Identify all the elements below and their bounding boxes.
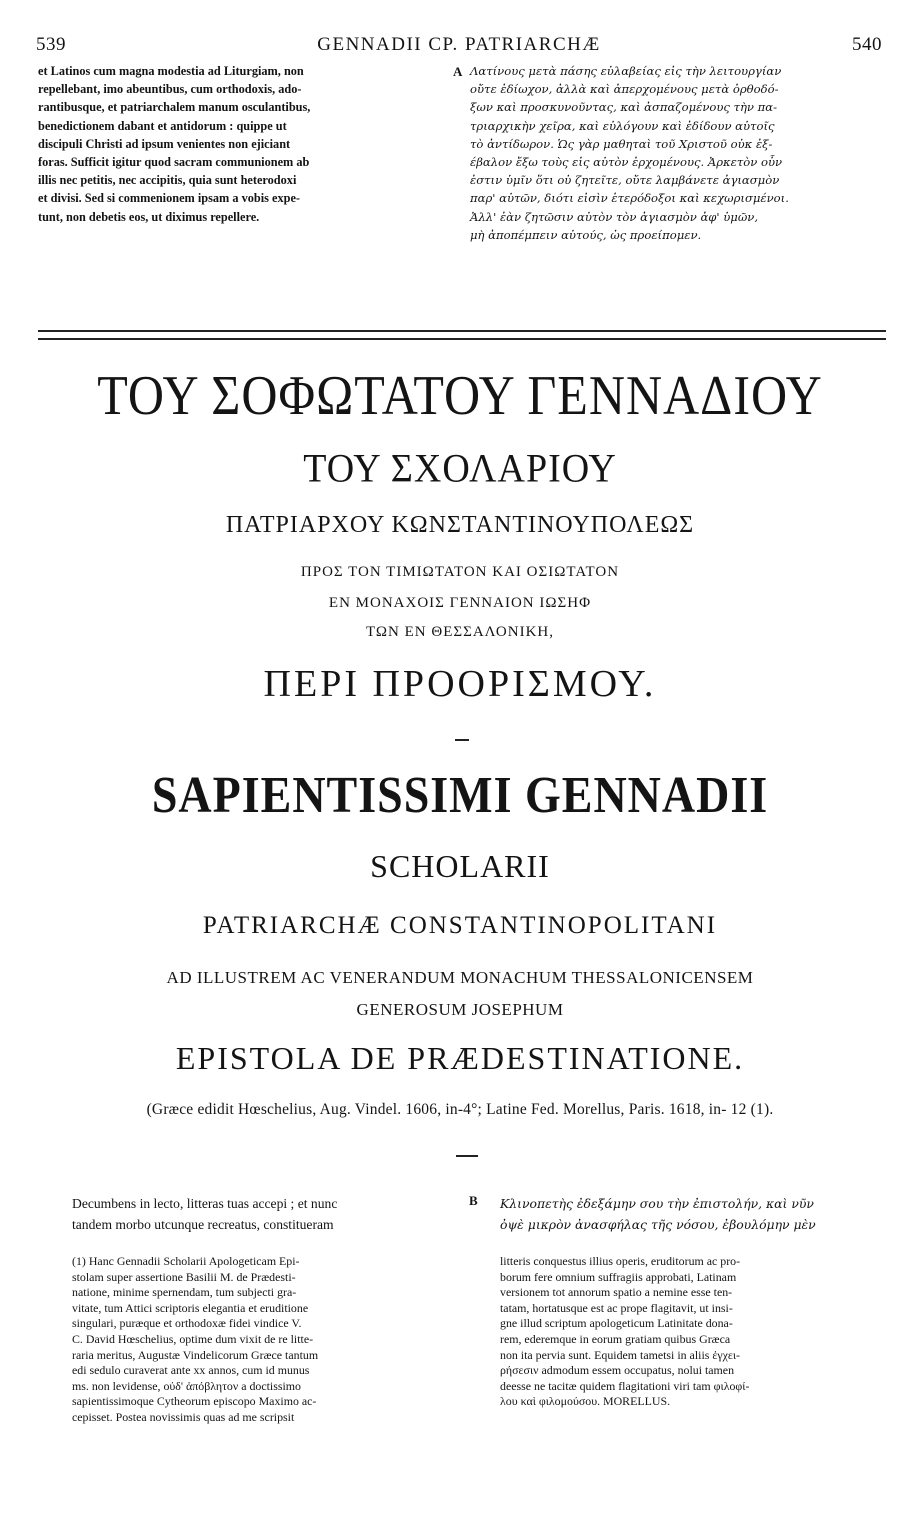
text-line: Κλινοπετὴς ἐδεξάμην σου τὴν ἐπιστολήν, καὶ νῦν [500,1196,814,1211]
text-line: ἐστιν ὑμῖν ὅτι οὐ ζητεῖτε, οὔτε λαμβάνετε ἁγιασμὸν [470,173,780,188]
latin-title-main: SAPIENTISSIMI GENNADII [151,765,769,824]
page-number-left: 539 [36,34,66,55]
greek-title-scholarios: ΤΟΥ ΣΧΟΛΑΡΙΟΥ [303,446,617,492]
text-line: benedictionem dabant et antidorum : quippe ut [38,118,287,133]
text-line: ξων καὶ προσκυνοῦντας, καὶ ἀσπαζομένους τὴν πα- [470,100,778,115]
edition-note: (Græce edidit Hœschelius, Aug. Vindel. 1606, in-4°; Latine Fed. Morellus, Paris. 1618, in- 12 (1). [146,1101,774,1118]
text-line: οὔτε ἐδίωχον, ἀλλὰ καὶ ἀπερχομένους μετὰ ὀρθοδό- [470,82,779,97]
margin-marker-b: B [469,1193,478,1208]
text-line: rem, ederemque in eorum gratiam quibus Græca [500,1331,731,1346]
text-line: ms. non levidense, οὐδ' ἀπόβλητον a doctissimo [72,1378,301,1393]
latin-title-patriarch: PATRIARCHÆ CONSTANTINOPOLITANI [202,912,718,939]
text-line: et Latinos cum magna modestia ad Liturgiam, non [38,64,304,78]
greek-title-subject: ΠΕΡΙ ΠΡΟΟΡΙΣΜΟΥ. [263,663,657,705]
text-line: λου καὶ φιλομούσου. MORELLUS. [500,1394,671,1409]
text-line: ὀψὲ μικρὸν ἀνασφήλας τῆς νόσου, ἐβουλόμην μὲν [500,1217,816,1232]
text-line: raria meritus, Augustæ Vindelicorum Græce tantum [72,1347,319,1362]
greek-title-line: ΕΝ ΜΟΝΑΧΟΙΣ ΓΕΝΝΑΙΟΝ ΙΩΣΗΦ [328,595,592,611]
text-line: singulari, puræque et orthodoxæ fidei vindice V. [72,1316,302,1331]
greek-title-line: ΤΩΝ ΕΝ ΘΕΣΣΑΛΟΝΙΚΗ, [366,624,554,640]
title-dash [455,739,469,741]
text-line: sapientissimoque Cytheorum episcopo Maximo ac- [72,1394,317,1409]
title-dash [456,1155,478,1157]
text-line: μὴ ἀποπέμπειν αὐτούς, ὡς προείπομεν. [470,227,702,242]
section-divider [38,330,886,340]
latin-title-subject: EPISTOLA DE PRÆDESTINATIONE. [175,1040,745,1076]
greek-title-patriarch: ΠΑΤΡΙΑΡΧΟΥ ΚΩΝΣΤΑΝΤΙΝΟΥΠΟΛΕΩΣ [225,512,695,538]
text-line: έβαλον ἔξω τοὺς εἰς αὐτὸν ἐρχομένους. Ἀρκετὸν οὖν [470,155,783,170]
text-line: Ἀλλ' ἐὰν ζητῶσιν αὐτὸν τὸν ἁγιασμὸν ἀφ' ὑμῶν, [470,209,759,224]
text-line: Decumbens in lecto, litteras tuas accepi ; et nunc [72,1196,338,1211]
footnote-right [500,1254,886,1410]
running-header [36,34,882,58]
text-line: foras. Sufficit igitur quod sacram communionem ab [38,155,310,170]
text-line: edi sedulo curaverat ante xx annos, cum id munus [72,1363,310,1378]
footnote-left [72,1254,466,1426]
text-line: C. David Hœschelius, optime dum vixit de re litte- [72,1331,314,1346]
text-line: tandem morbo utcunque recreatus, constitueram [72,1217,334,1232]
text-line: et divisi. Sed si commenionem ipsam a vobis expe- [38,191,300,206]
text-line: gne illud scriptum apologeticum Latinitate dona- [500,1316,733,1331]
text-line: tatam, hortatusque est ac prope flagitavit, ut insi- [500,1300,733,1315]
text-line: vitate, tum Attici scriptoris elegantia et eruditione [72,1300,309,1315]
greek-column-top [470,62,882,244]
text-line: natione, minime spernendam, tum subjecti gra- [72,1285,297,1300]
greek-letter-start [500,1193,886,1235]
text-line: παρ' αὐτῶν, διότι εἰσὶν ἑτερόδοξοι καὶ κεχωρισμένοι. [470,191,789,206]
text-line: τὸ ἀντίδωρον. Ὡς γὰρ μαθηταὶ τοῦ Χριστοῦ οὐκ ἐξ- [470,136,773,151]
text-line: Λατίνους μετὰ πάσης εὐλαβείας εἰς τὴν λειτουργίαν [470,64,782,78]
text-line: versionem tot annorum spatio a nemine esse ten- [500,1285,733,1300]
text-line: discipuli Christi ad ipsum venientes non ejiciant [38,136,291,151]
text-line: borum fere omnium suffragiis approbati, Latinam [500,1269,737,1284]
page-number-right: 540 [852,34,882,55]
latin-title-scholarii: SCHOLARII [370,848,550,884]
text-line: repellebant, imo abeuntibus, cum orthodoxis, ado- [38,82,302,97]
text-line: τριαρχικὴν χεῖρα, καὶ εὐλόγουν καὶ ἐδίδουν αὐτοῖς [470,118,775,133]
text-line: non ita pervia sunt. Equidem tametsi in aliis ἐγχει- [500,1347,741,1362]
text-line: rantibusque, et patriarchalem manum osculantibus, [38,100,311,115]
latin-letter-start [72,1193,466,1235]
greek-title-main: ΤΟΥ ΣΟΦΩΤΑΤΟΥ ΓΕΝΝΑΔΙΟΥ [97,363,823,427]
text-line: illis nec petitis, nec accipitis, quia sunt heterodoxi [38,173,297,188]
text-line: cepisset. Postea novissimis quas ad me scripsit [72,1409,295,1424]
text-line: ρήσεσιν admodum essem occupatus, nolui tamen [500,1363,735,1378]
margin-marker-a: A [453,64,463,79]
latin-title-line: GENEROSUM JOSEPHUM [356,1000,564,1019]
text-line: stolam super assertione Basilii M. de Prædesti- [72,1269,296,1284]
running-title: GENNADII CP. PATRIARCHÆ [317,34,601,55]
latin-column-top [38,62,452,226]
latin-title-line: AD ILLUSTREM AC VENERANDUM MONACHUM THESSALONICENSEM [166,968,754,987]
text-line: litteris conquestus illius operis, eruditorum ac pro- [500,1254,741,1268]
text-line: (1) Hanc Gennadii Scholarii Apologeticam Epi- [72,1254,300,1268]
greek-title-line: ΠΡΟΣ ΤΟΝ ΤΙΜΙΩΤΑΤΟΝ ΚΑΙ ΟΣΙΩΤΑΤΟΝ [300,564,620,580]
text-line: deesse ne tacitæ quidem flagitationi viri tam φιλοφί- [500,1378,750,1393]
text-line: tunt, non debetis eos, ut diximus repellere. [38,209,260,224]
